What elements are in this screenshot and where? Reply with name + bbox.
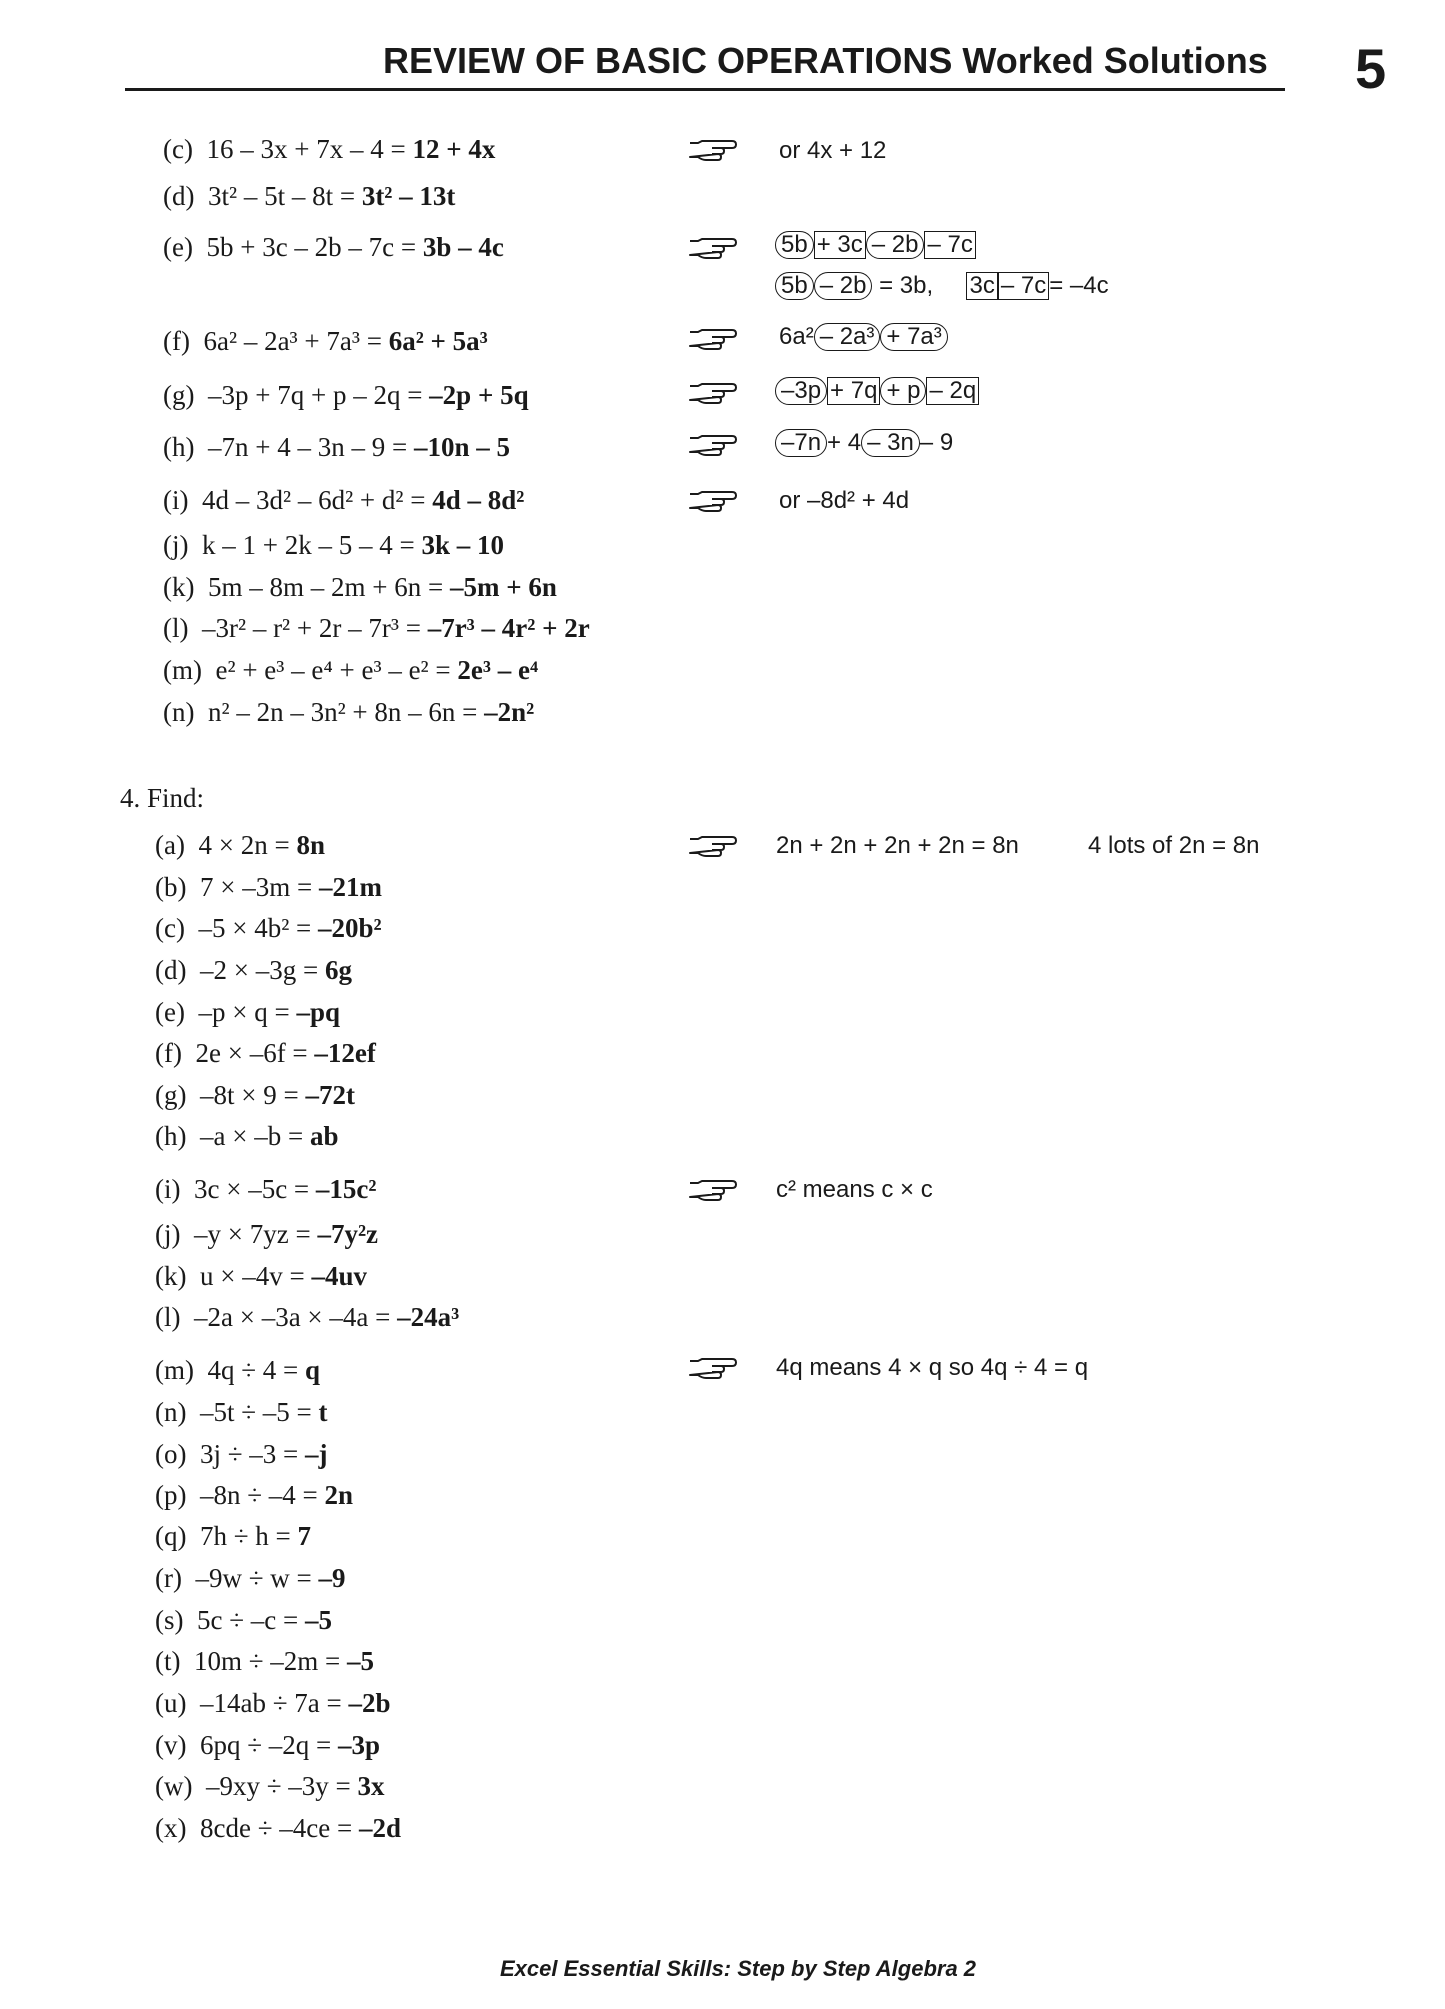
solution-4x — [155, 1813, 401, 1844]
answer: –2d — [358, 1813, 401, 1843]
answer: 3k – 10 — [421, 530, 504, 560]
note-4a: 2n + 2n + 2n + 2n = 8n — [776, 832, 1019, 859]
answer: 6g — [324, 955, 352, 985]
answer: 3t² – 13t — [361, 181, 456, 211]
circled-term: – 2a³ — [814, 323, 881, 351]
item-label: (e) — [155, 997, 185, 1027]
item-label: (f) — [155, 1038, 182, 1068]
circled-term: 5b — [775, 272, 814, 300]
solution-4g — [155, 1080, 355, 1111]
answer: ab — [309, 1121, 339, 1151]
answer: t — [318, 1397, 328, 1427]
item-label: (a) — [155, 830, 185, 860]
header-rule — [125, 88, 1285, 91]
answer: –5m + 6n — [449, 572, 557, 602]
solution-4c — [155, 913, 382, 944]
circled-term: –7n — [775, 429, 827, 457]
item-label: (u) — [155, 1688, 187, 1718]
answer: 3x — [357, 1771, 385, 1801]
answer: –2n² — [484, 697, 535, 727]
expression: –y × 7yz = — [193, 1219, 318, 1249]
item-label: (b) — [155, 872, 187, 902]
expression: –a × –b = — [199, 1121, 310, 1151]
boxed-term: + 3c — [814, 231, 866, 259]
solution-3f: (f) 6a² – 2a³ + 7a³ = 6a² + 5a³ — [163, 326, 488, 356]
circled-term: –3p — [775, 377, 827, 405]
answer: –15c² — [315, 1174, 377, 1204]
section-4-heading: 4. Find: — [120, 783, 205, 813]
item-label: (n) — [155, 1397, 187, 1427]
expression: –5 × 4b² = — [198, 913, 319, 943]
answer: 3b – 4c — [422, 232, 504, 262]
solution-4j — [155, 1219, 378, 1250]
page-header-title: REVIEW OF BASIC OPERATIONS Worked Solutions — [383, 40, 1268, 81]
item-label: (j) — [155, 1219, 181, 1249]
solution-3m: (m) e² + e³ – e⁴ + e³ – e² = 2e³ – e⁴ — [163, 655, 539, 685]
answer: –2p + 5q — [429, 380, 529, 410]
expression: –p × q = — [198, 997, 297, 1027]
pointing-hand-icon — [688, 1178, 738, 1204]
solution-4d — [155, 955, 352, 986]
expression: –9xy ÷ –3y = — [205, 1771, 358, 1801]
pointing-hand-icon — [688, 381, 738, 407]
note-3g — [775, 377, 979, 405]
solution-3h: (h) –7n + 4 – 3n – 9 = –10n – 5 — [163, 432, 510, 462]
solution-4h — [155, 1121, 338, 1152]
item-label: (s) — [155, 1605, 184, 1635]
item-label: (g) — [155, 1080, 187, 1110]
item-label: (r) — [155, 1563, 182, 1593]
solution-4r — [155, 1563, 346, 1594]
pointing-hand-icon — [688, 327, 738, 353]
note-3e-line1 — [775, 231, 976, 259]
answer: –21m — [318, 872, 382, 902]
answer: 12 + 4x — [412, 134, 496, 164]
pointing-hand-icon — [688, 236, 738, 262]
item-label: (i) — [155, 1174, 181, 1204]
answer: 2e³ – e⁴ — [457, 655, 539, 685]
pointing-hand-icon — [688, 1356, 738, 1382]
note-3e-line2: 5b – 2b = 3b, 3c – 7c = –4c — [775, 272, 1109, 300]
item-label: (l) — [155, 1302, 181, 1332]
circled-term: + p — [880, 377, 926, 405]
circled-term: 5b — [775, 231, 814, 259]
boxed-term: + 7q — [827, 377, 880, 405]
solution-3i: (i) 4d – 3d² – 6d² + d² = 4d – 8d² — [163, 485, 525, 515]
answer: –j — [305, 1439, 328, 1469]
solution-4v — [155, 1730, 380, 1761]
item-label: (k) — [155, 1261, 187, 1291]
circled-term: – 2b — [866, 231, 925, 259]
pointing-hand-icon — [688, 433, 738, 459]
expression: 6pq ÷ –2q = — [199, 1730, 339, 1760]
expression: 7 × –3m = — [199, 872, 319, 902]
solution-3k: (k) 5m – 8m – 2m + 6n = –5m + 6n — [163, 572, 557, 602]
solution-4s — [155, 1605, 332, 1636]
answer: –3p — [338, 1730, 381, 1760]
note-4a-second: 4 lots of 2n = 8n — [1088, 832, 1260, 859]
expression: u × –4v = — [199, 1261, 312, 1291]
expression: –14ab ÷ 7a = — [199, 1688, 349, 1718]
boxed-term: – 2q — [926, 377, 979, 405]
expression: 10m ÷ –2m = — [193, 1646, 348, 1676]
answer: –5 — [347, 1646, 375, 1676]
answer: 6a² + 5a³ — [388, 326, 488, 356]
expression: 3c × –5c = — [193, 1174, 316, 1204]
solution-4t — [155, 1646, 374, 1677]
solution-4o — [155, 1439, 328, 1470]
answer: –72t — [305, 1080, 355, 1110]
item-label: (d) — [155, 955, 187, 985]
expression: 3j ÷ –3 = — [199, 1439, 306, 1469]
answer: –10n – 5 — [413, 432, 510, 462]
answer: –9 — [318, 1563, 346, 1593]
circled-term: – 3n — [861, 429, 920, 457]
answer: –pq — [296, 997, 340, 1027]
answer: –24a³ — [397, 1302, 460, 1332]
expression: –2a × –3a × –4a = — [193, 1302, 398, 1332]
solution-4i — [155, 1174, 377, 1205]
solution-4p — [155, 1480, 353, 1511]
solution-4u — [155, 1688, 391, 1719]
note-4i: c² means c × c — [776, 1176, 933, 1203]
pointing-hand-icon — [688, 138, 738, 164]
answer: 2n — [324, 1480, 354, 1510]
answer: –4uv — [311, 1261, 367, 1291]
circled-term: + 7a³ — [880, 323, 947, 351]
solution-4n — [155, 1397, 328, 1428]
item-label: (h) — [155, 1121, 187, 1151]
solution-4f — [155, 1038, 376, 1069]
boxed-term: – 7c — [998, 272, 1049, 300]
expression: –8t × 9 = — [199, 1080, 306, 1110]
answer: 4d – 8d² — [432, 485, 525, 515]
note-3h: –7n + 4 – 3n – 9 — [775, 429, 953, 457]
answer: –7y²z — [317, 1219, 379, 1249]
expression: –5t ÷ –5 = — [199, 1397, 319, 1427]
solution-4q — [155, 1521, 311, 1552]
item-label: (m) — [155, 1355, 194, 1385]
solution-4a — [155, 830, 325, 861]
answer: 8n — [296, 830, 325, 860]
answer: –7r³ – 4r² + 2r — [427, 613, 590, 643]
item-label: (p) — [155, 1480, 187, 1510]
page-number: 5 — [1355, 37, 1387, 100]
item-label: (o) — [155, 1439, 187, 1469]
page-footer: Excel Essential Skills: Step by Step Algebra 2 — [500, 1956, 977, 1981]
solution-3n: (n) n² – 2n – 3n² + 8n – 6n = –2n² — [163, 697, 535, 727]
answer: –2b — [348, 1688, 391, 1718]
item-label: (x) — [155, 1813, 187, 1843]
answer: q — [305, 1355, 321, 1385]
note-3i: or –8d² + 4d — [779, 487, 910, 514]
expression: 4q ÷ 4 = — [207, 1355, 306, 1385]
answer: –12ef — [314, 1038, 376, 1068]
boxed-term: 3c — [966, 272, 997, 300]
item-label: (w) — [155, 1771, 193, 1801]
solution-3l: (l) –3r² – r² + 2r – 7r³ = –7r³ – 4r² + 2r — [163, 613, 590, 643]
pointing-hand-icon — [688, 834, 738, 860]
solution-3c: (c) 16 – 3x + 7x – 4 = 12 + 4x — [163, 134, 496, 164]
expression: –2 × –3g = — [199, 955, 325, 985]
answer: 7 — [297, 1521, 312, 1551]
boxed-term: – 7c — [924, 231, 975, 259]
item-label: (t) — [155, 1646, 181, 1676]
solution-3e: (e) 5b + 3c – 2b – 7c = 3b – 4c — [163, 232, 504, 262]
item-label: (q) — [155, 1521, 187, 1551]
expression: 2e × –6f = — [195, 1038, 315, 1068]
pointing-hand-icon — [688, 489, 738, 515]
expression: –9w ÷ w = — [195, 1563, 319, 1593]
note-4m: 4q means 4 × q so 4q ÷ 4 = q — [776, 1354, 1089, 1381]
solution-4w — [155, 1771, 385, 1802]
item-label: (c) — [155, 913, 185, 943]
note-3f: 6a² – 2a³ + 7a³ — [779, 323, 948, 351]
circled-term: – 2b — [814, 272, 873, 300]
solution-4e — [155, 997, 340, 1028]
solution-4k — [155, 1261, 367, 1292]
item-label: (v) — [155, 1730, 187, 1760]
answer: –5 — [305, 1605, 333, 1635]
solution-3j: (j) k – 1 + 2k – 5 – 4 = 3k – 10 — [163, 530, 504, 560]
note-3c: or 4x + 12 — [779, 137, 887, 164]
solution-4l — [155, 1302, 459, 1333]
expression: 4 × 2n = — [198, 830, 297, 860]
expression: 5c ÷ –c = — [197, 1605, 306, 1635]
expression: 8cde ÷ –4ce = — [199, 1813, 359, 1843]
solution-4m — [155, 1355, 320, 1386]
answer: –20b² — [318, 913, 382, 943]
expression: –8n ÷ –4 = — [199, 1480, 325, 1510]
solution-3d: (d) 3t² – 5t – 8t = 3t² – 13t — [163, 181, 456, 211]
solution-4b — [155, 872, 382, 903]
expression: 7h ÷ h = — [199, 1521, 298, 1551]
solution-3g: (g) –3p + 7q + p – 2q = –2p + 5q — [163, 380, 529, 410]
